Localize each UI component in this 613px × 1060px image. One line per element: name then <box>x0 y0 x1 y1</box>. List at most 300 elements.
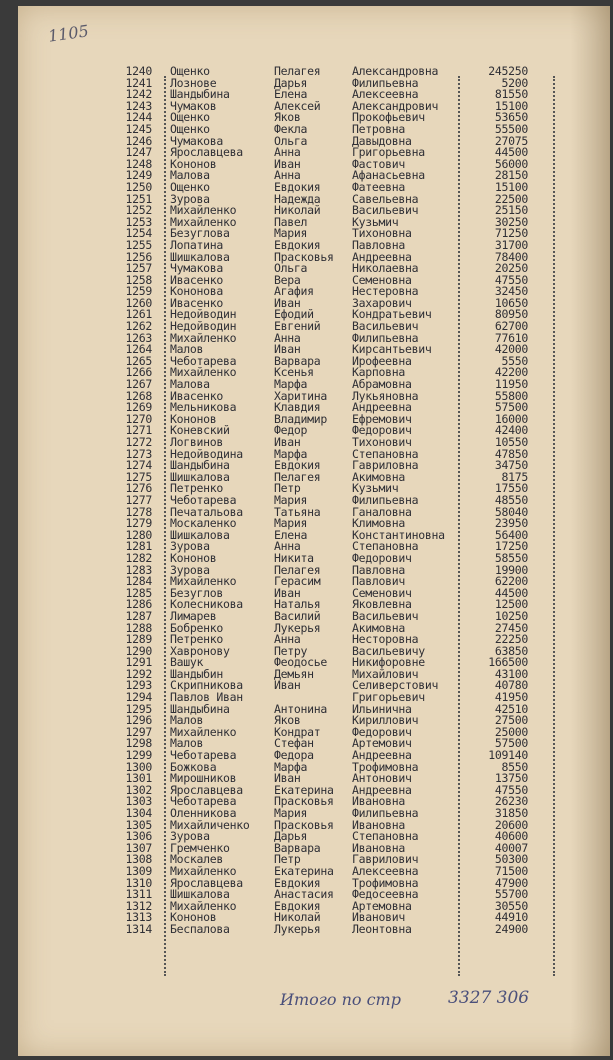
patronymic: Филипьевна <box>352 75 419 90</box>
patronymic: Артемовна <box>352 898 412 913</box>
row-number: 1262 <box>125 319 152 334</box>
patronymic: Кузьмич <box>352 214 399 229</box>
patronymic: Андреевна <box>352 748 412 763</box>
first-name: Евдокия <box>274 179 321 194</box>
row-number: 1312 <box>125 898 152 913</box>
row-number: 1285 <box>125 585 152 600</box>
patronymic: Николаевна <box>352 261 419 276</box>
patronymic: Ивановна <box>352 794 405 809</box>
first-name: Василий <box>274 608 321 623</box>
row-number: 1245 <box>125 121 152 136</box>
patronymic: Филипьевна <box>352 330 419 345</box>
patronymic: Кириллович <box>352 713 419 728</box>
patronymic: Филипьевна <box>352 806 419 820</box>
amount: 62200 <box>494 574 528 589</box>
row-number: 1255 <box>125 237 152 252</box>
patronymic: Ивановна <box>352 840 405 855</box>
amount: 5550 <box>501 353 528 368</box>
surname: Мирошников <box>170 771 237 786</box>
row-number: 1279 <box>125 516 152 531</box>
row-number: 1261 <box>125 307 152 322</box>
corner-note: 1105 <box>46 21 90 46</box>
first-name: Кондрат <box>274 724 321 739</box>
patronymic: Павловна <box>352 237 405 252</box>
surname: Шандыбина <box>170 458 230 473</box>
total-label: Итого по стр <box>280 990 401 1009</box>
first-name: Анна <box>274 168 301 183</box>
patronymic: Михайлович <box>352 666 419 681</box>
amount: 58040 <box>494 504 528 519</box>
first-name: Иван <box>274 342 301 357</box>
amount: 166500 <box>488 655 528 670</box>
surname: Чумакова <box>170 133 223 148</box>
first-name: Мария <box>274 492 308 507</box>
row-number: 1265 <box>125 353 152 368</box>
amount: 57500 <box>494 400 528 415</box>
surname: Михайленко <box>170 898 237 913</box>
row-number: 1253 <box>125 214 152 229</box>
row-number: 1294 <box>125 690 152 705</box>
amount: 42510 <box>494 701 528 716</box>
amount: 17250 <box>494 539 528 554</box>
amount: 19900 <box>494 562 528 577</box>
row-number: 1246 <box>125 133 152 148</box>
surname: Гремченко <box>170 840 230 855</box>
patronymic: Александрович <box>352 98 439 113</box>
patronymic: Семенович <box>352 585 412 600</box>
surname: Зурова <box>170 539 210 554</box>
first-name: Надежда <box>274 191 321 206</box>
amount: 53650 <box>494 110 528 125</box>
first-name: Харитина <box>274 388 327 403</box>
surname: Ярославцева <box>170 875 243 890</box>
surname: Михайленко <box>170 203 237 218</box>
amount: 15100 <box>494 179 528 194</box>
row-number: 1292 <box>125 666 152 681</box>
patronymic: Лукьяновна <box>352 388 419 403</box>
amount: 58550 <box>494 550 528 565</box>
amount: 16000 <box>494 411 528 426</box>
patronymic: Яковлевна <box>352 597 412 612</box>
first-name: Петру <box>274 643 308 658</box>
amount: 27075 <box>494 133 528 148</box>
first-name: Иван <box>274 156 301 171</box>
row-number: 1297 <box>125 724 152 739</box>
row-number: 1305 <box>125 817 152 832</box>
amount: 42400 <box>494 423 528 438</box>
surname: Кононов <box>170 411 217 426</box>
first-name: Никита <box>274 550 314 565</box>
first-name: Стефан <box>274 736 314 751</box>
amount: 24900 <box>494 921 528 936</box>
first-name: Евдокия <box>274 458 321 473</box>
surname: Вашук <box>170 655 204 670</box>
amount: 55800 <box>494 388 528 403</box>
surname: Беспалова <box>170 921 230 936</box>
first-name: Анна <box>274 632 301 647</box>
row-number: 1269 <box>125 400 152 415</box>
first-name: Павел <box>274 214 308 229</box>
first-name: Демьян <box>274 666 314 681</box>
surname: Малов <box>170 342 204 357</box>
row-number: 1273 <box>125 446 152 461</box>
first-name: Яков <box>274 110 301 125</box>
patronymic: Федорович <box>352 423 412 438</box>
first-name: Федора <box>274 748 314 763</box>
first-name: Агафия <box>274 284 314 299</box>
first-name: Татьяна <box>274 504 321 519</box>
surname: Безуглов <box>170 585 223 600</box>
row-number: 1275 <box>125 469 152 484</box>
ledger-row <box>110 921 550 936</box>
surname: Лознове <box>170 75 217 90</box>
surname: Михайличенко <box>170 817 250 832</box>
row-number: 1259 <box>125 284 152 299</box>
first-name: Анна <box>274 330 301 345</box>
amount: 17550 <box>494 481 528 496</box>
first-name: Екатерина <box>274 863 334 878</box>
surname: Ивасенко <box>170 388 223 403</box>
row-number: 1251 <box>125 191 152 206</box>
surname: Павлов Иван <box>170 690 243 705</box>
row-number: 1274 <box>125 458 152 473</box>
patronymic: Трофимовна <box>352 759 419 774</box>
amount: 109140 <box>488 748 528 763</box>
first-name: Наталья <box>274 597 321 612</box>
patronymic: Тихонович <box>352 435 412 449</box>
row-number: 1286 <box>125 597 152 612</box>
amount: 44910 <box>494 910 528 925</box>
row-number: 1272 <box>125 435 152 449</box>
patronymic: Степановна <box>352 539 419 554</box>
row-number: 1302 <box>125 782 152 797</box>
patronymic: Андреевна <box>352 782 412 797</box>
first-name: Алексей <box>274 98 321 113</box>
amount: 62700 <box>494 319 528 334</box>
first-name: Евдокия <box>274 237 321 252</box>
amount: 41950 <box>494 690 528 705</box>
surname: Михайленко <box>170 724 237 739</box>
surname: Ощенко <box>170 110 210 125</box>
surname: Михайленко <box>170 214 237 229</box>
patronymic: Петровна <box>352 121 405 136</box>
patronymic: Константиновна <box>352 527 445 542</box>
row-number: 1254 <box>125 226 152 241</box>
first-name: Федор <box>274 423 308 438</box>
row-number: 1288 <box>125 620 152 635</box>
patronymic: Гаврилович <box>352 852 419 867</box>
amount: 31700 <box>494 237 528 252</box>
surname: Шишкалова <box>170 887 230 902</box>
row-number: 1278 <box>125 504 152 519</box>
column-separator <box>553 76 555 976</box>
row-number: 1284 <box>125 574 152 589</box>
row-number: 1250 <box>125 179 152 194</box>
surname: Божкова <box>170 759 217 774</box>
patronymic: Артемович <box>352 736 412 751</box>
patronymic: Кондратьевич <box>352 307 432 322</box>
first-name: Ольга <box>274 261 308 276</box>
amount: 43100 <box>494 666 528 681</box>
surname: Ощенко <box>170 121 210 136</box>
amount: 47850 <box>494 446 528 461</box>
patronymic: Федорович <box>352 724 412 739</box>
surname: Лопатина <box>170 237 223 252</box>
surname: Бобренко <box>170 620 223 635</box>
row-number: 1270 <box>125 411 152 426</box>
first-name: Лукерья <box>274 620 321 635</box>
first-name: Екатерина <box>274 782 334 797</box>
amount: 15100 <box>494 98 528 113</box>
first-name: Иван <box>274 585 301 600</box>
surname: Безуглова <box>170 226 230 241</box>
first-name: Ефодий <box>274 307 314 322</box>
first-name: Иван <box>274 678 301 693</box>
patronymic: Давыдовна <box>352 133 412 148</box>
row-number: 1252 <box>125 203 152 218</box>
amount: 47550 <box>494 272 528 287</box>
amount: 80950 <box>494 307 528 322</box>
row-number: 1282 <box>125 550 152 565</box>
first-name: Николай <box>274 910 321 925</box>
patronymic: Степановна <box>352 446 419 461</box>
row-number: 1293 <box>125 678 152 693</box>
patronymic: Ильинична <box>352 701 412 716</box>
first-name: Варвара <box>274 840 321 855</box>
surname: Ярославцева <box>170 145 243 160</box>
first-name: Николай <box>274 203 321 218</box>
patronymic: Фатеевна <box>352 179 405 194</box>
amount: 10250 <box>494 608 528 623</box>
first-name: Елена <box>274 87 308 102</box>
surname: Недойводин <box>170 319 237 334</box>
row-number: 1298 <box>125 736 152 751</box>
row-number: 1307 <box>125 840 152 855</box>
patronymic: Афанасьевна <box>352 168 425 183</box>
surname: Оленникова <box>170 806 237 820</box>
surname: Шишкалова <box>170 469 230 484</box>
row-number: 1314 <box>125 921 152 936</box>
row-number: 1304 <box>125 806 152 820</box>
amount: 47900 <box>494 875 528 890</box>
row-number: 1306 <box>125 829 152 844</box>
patronymic: Васильевичу <box>352 643 425 658</box>
amount: 48550 <box>494 492 528 507</box>
amount: 47550 <box>494 782 528 797</box>
patronymic: Прокофьевич <box>352 110 425 125</box>
document-page <box>18 6 610 1056</box>
row-number: 1256 <box>125 249 152 264</box>
first-name: Герасим <box>274 574 321 589</box>
row-number: 1301 <box>125 771 152 786</box>
surname: Печатальова <box>170 504 243 519</box>
first-name: Петр <box>274 481 301 496</box>
surname: Чеботарева <box>170 353 237 368</box>
surname: Ивасенко <box>170 295 223 310</box>
patronymic: Фастович <box>352 156 405 171</box>
amount: 40600 <box>494 829 528 844</box>
patronymic: Васильевич <box>352 203 419 218</box>
surname: Зурова <box>170 829 210 844</box>
patronymic: Александровна <box>352 64 439 78</box>
ledger-table <box>110 66 550 936</box>
first-name: Евдокия <box>274 875 321 890</box>
amount: 27500 <box>494 713 528 728</box>
surname: Малов <box>170 713 204 728</box>
surname: Петренко <box>170 632 223 647</box>
patronymic: Трофимовна <box>352 875 419 890</box>
first-name: Анна <box>274 145 301 160</box>
row-number: 1244 <box>125 110 152 125</box>
amount: 12500 <box>494 597 528 612</box>
surname: Скрипникова <box>170 678 243 693</box>
amount: 55500 <box>494 121 528 136</box>
surname: Ощенко <box>170 64 210 78</box>
patronymic: Тихоновна <box>352 226 412 241</box>
surname: Зурова <box>170 191 210 206</box>
surname: Шандыбин <box>170 666 223 681</box>
surname: Михайленко <box>170 574 237 589</box>
first-name: Дарья <box>274 829 308 844</box>
first-name: Мария <box>274 806 308 820</box>
amount: 81550 <box>494 87 528 102</box>
surname: Шандыбина <box>170 701 230 716</box>
first-name: Дарья <box>274 75 308 90</box>
row-number: 1310 <box>125 875 152 890</box>
first-name: Елена <box>274 527 308 542</box>
amount: 42000 <box>494 342 528 357</box>
total-value: 3327 306 <box>448 988 530 1008</box>
amount: 30250 <box>494 214 528 229</box>
row-number: 1249 <box>125 168 152 183</box>
row-number: 1313 <box>125 910 152 925</box>
surname: Москаленко <box>170 516 237 531</box>
amount: 8175 <box>501 469 528 484</box>
row-number: 1300 <box>125 759 152 774</box>
first-name: Иван <box>274 435 301 449</box>
surname: Ощенко <box>170 179 210 194</box>
surname: Шишкалова <box>170 249 230 264</box>
patronymic: Васильевич <box>352 608 419 623</box>
first-name: Пелагея <box>274 64 321 78</box>
patronymic: Иванович <box>352 910 405 925</box>
amount: 13750 <box>494 771 528 786</box>
row-number: 1291 <box>125 655 152 670</box>
first-name: Прасковья <box>274 794 334 809</box>
amount: 28150 <box>494 168 528 183</box>
patronymic: Акимовна <box>352 469 405 484</box>
surname: Недойводина <box>170 446 243 461</box>
surname: Чеботарева <box>170 794 237 809</box>
amount: 20600 <box>494 817 528 832</box>
patronymic: Климовна <box>352 516 405 531</box>
patronymic: Антонович <box>352 771 412 786</box>
patronymic: Васильевич <box>352 319 419 334</box>
patronymic: Карповна <box>352 365 405 380</box>
row-number: 1267 <box>125 377 152 392</box>
surname: Ивасенко <box>170 272 223 287</box>
surname: Шандыбина <box>170 87 230 102</box>
amount: 25150 <box>494 203 528 218</box>
surname: Колесникова <box>170 597 243 612</box>
surname: Ярославцева <box>170 782 243 797</box>
patronymic: Гавриловна <box>352 458 419 473</box>
surname: Хавронову <box>170 643 230 658</box>
patronymic: Никифоровне <box>352 655 425 670</box>
amount: 10650 <box>494 295 528 310</box>
surname: Недойводин <box>170 307 237 322</box>
row-number: 1248 <box>125 156 152 171</box>
patronymic: Павлович <box>352 574 405 589</box>
amount: 56000 <box>494 156 528 171</box>
patronymic: Нестеровна <box>352 284 419 299</box>
surname: Кононова <box>170 284 223 299</box>
first-name: Фекла <box>274 121 308 136</box>
row-number: 1263 <box>125 330 152 345</box>
first-name: Марфа <box>274 377 308 392</box>
patronymic: Григорьевна <box>352 145 425 160</box>
amount: 63850 <box>494 643 528 658</box>
amount: 40007 <box>494 840 528 855</box>
patronymic: Кирсантьевич <box>352 342 432 357</box>
patronymic: Андреевна <box>352 249 412 264</box>
surname: Малова <box>170 377 210 392</box>
amount: 26230 <box>494 794 528 809</box>
patronymic: Федорович <box>352 550 412 565</box>
first-name: Пелагея <box>274 562 321 577</box>
patronymic: Ивановна <box>352 817 405 832</box>
first-name: Яков <box>274 713 301 728</box>
first-name: Прасковья <box>274 817 334 832</box>
amount: 31850 <box>494 806 528 820</box>
amount: 32450 <box>494 284 528 299</box>
patronymic: Несторовна <box>352 632 419 647</box>
surname: Малов <box>170 736 204 751</box>
row-number: 1243 <box>125 98 152 113</box>
row-number: 1280 <box>125 527 152 542</box>
amount: 44500 <box>494 585 528 600</box>
amount: 42200 <box>494 365 528 380</box>
first-name: Марфа <box>274 446 308 461</box>
amount: 34750 <box>494 458 528 473</box>
row-number: 1276 <box>125 481 152 496</box>
row-number: 1283 <box>125 562 152 577</box>
patronymic: Савельевна <box>352 191 419 206</box>
row-number: 1308 <box>125 852 152 867</box>
first-name: Владимир <box>274 411 327 426</box>
amount: 22500 <box>494 191 528 206</box>
first-name: Мария <box>274 226 308 241</box>
first-name: Феодосье <box>274 655 327 670</box>
surname: Мельникова <box>170 400 237 415</box>
row-number: 1242 <box>125 87 152 102</box>
row-number: 1311 <box>125 887 152 902</box>
patronymic: Семеновна <box>352 272 412 287</box>
row-number: 1281 <box>125 539 152 554</box>
row-number: 1299 <box>125 748 152 763</box>
patronymic: Кузьмич <box>352 481 399 496</box>
amount: 245250 <box>488 64 528 78</box>
amount: 30550 <box>494 898 528 913</box>
surname: Чеботарева <box>170 492 237 507</box>
first-name: Прасковья <box>274 249 334 264</box>
amount: 55700 <box>494 887 528 902</box>
row-number: 1303 <box>125 794 152 809</box>
surname: Чумаков <box>170 98 217 113</box>
surname: Михайленко <box>170 863 237 878</box>
row-number: 1257 <box>125 261 152 276</box>
patronymic: Ефремович <box>352 411 412 426</box>
